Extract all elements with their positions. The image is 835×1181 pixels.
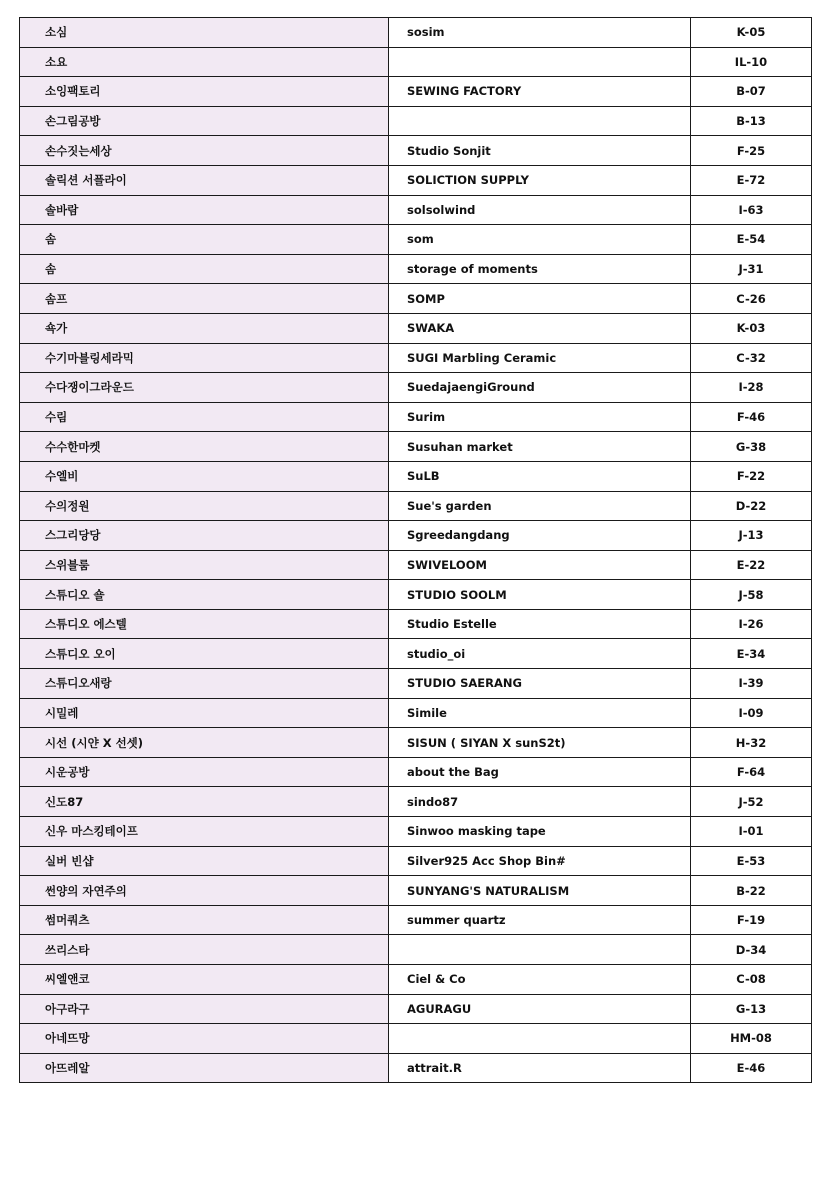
booth-code-cell: D-22 [691, 491, 812, 521]
table-row [20, 876, 812, 906]
english-name-cell: SuedajaengiGround [389, 373, 691, 403]
booth-code-cell: K-03 [691, 313, 812, 343]
booth-code-cell: I-26 [691, 609, 812, 639]
table-row [20, 432, 812, 462]
english-name-cell [389, 1024, 691, 1054]
booth-code-cell: F-64 [691, 757, 812, 787]
booth-code-cell: I-39 [691, 669, 812, 699]
booth-code-cell: HM-08 [691, 1024, 812, 1054]
korean-name-cell: 시선 (시얀 X 선셋) [20, 728, 389, 758]
korean-name-cell: 소요 [20, 47, 389, 77]
booth-code-cell: C-32 [691, 343, 812, 373]
english-name-cell: solsolwind [389, 195, 691, 225]
booth-code-cell: J-52 [691, 787, 812, 817]
booth-code-cell: E-34 [691, 639, 812, 669]
booth-code-cell: J-31 [691, 254, 812, 284]
english-name-cell: Surim [389, 402, 691, 432]
english-name-cell: SWAKA [389, 313, 691, 343]
booth-code-cell: E-53 [691, 846, 812, 876]
table-row [20, 343, 812, 373]
korean-name-cell: 손그림공방 [20, 106, 389, 136]
korean-name-cell: 솜 [20, 254, 389, 284]
english-name-cell: Sinwoo masking tape [389, 817, 691, 847]
english-name-cell [389, 106, 691, 136]
table-row [20, 521, 812, 551]
booth-code-cell: C-08 [691, 965, 812, 995]
table-row [20, 669, 812, 699]
table-row [20, 580, 812, 610]
korean-name-cell: 쇽가 [20, 313, 389, 343]
english-name-cell: studio_oi [389, 639, 691, 669]
english-name-cell: Studio Sonjit [389, 136, 691, 166]
table-row [20, 225, 812, 255]
booth-code-cell: I-28 [691, 373, 812, 403]
english-name-cell: SUGI Marbling Ceramic [389, 343, 691, 373]
english-name-cell: sosim [389, 18, 691, 48]
korean-name-cell: 아네뜨망 [20, 1024, 389, 1054]
english-name-cell: sindo87 [389, 787, 691, 817]
table-row [20, 284, 812, 314]
korean-name-cell: 시밀레 [20, 698, 389, 728]
booth-code-cell: B-07 [691, 77, 812, 107]
korean-name-cell: 수림 [20, 402, 389, 432]
korean-name-cell: 스튜디오 숄 [20, 580, 389, 610]
english-name-cell: som [389, 225, 691, 255]
english-name-cell: SuLB [389, 461, 691, 491]
booth-code-cell: F-22 [691, 461, 812, 491]
table-row [20, 136, 812, 166]
korean-name-cell: 수기마블링세라믹 [20, 343, 389, 373]
english-name-cell: Susuhan market [389, 432, 691, 462]
korean-name-cell: 솔릭션 서플라이 [20, 165, 389, 195]
booth-code-cell: H-32 [691, 728, 812, 758]
table-row [20, 254, 812, 284]
booth-code-cell: IL-10 [691, 47, 812, 77]
booth-code-cell: E-72 [691, 165, 812, 195]
english-name-cell: STUDIO SOOLM [389, 580, 691, 610]
table-row [20, 47, 812, 77]
table-row [20, 698, 812, 728]
korean-name-cell: 수엘비 [20, 461, 389, 491]
korean-name-cell: 솔바람 [20, 195, 389, 225]
table-row [20, 165, 812, 195]
english-name-cell: SOLICTION SUPPLY [389, 165, 691, 195]
table-row [20, 402, 812, 432]
table-row [20, 728, 812, 758]
table-row [20, 817, 812, 847]
table-row [20, 994, 812, 1024]
korean-name-cell: 스그리당당 [20, 521, 389, 551]
table-row [20, 609, 812, 639]
table-row [20, 461, 812, 491]
booth-code-cell: I-09 [691, 698, 812, 728]
booth-code-cell: G-13 [691, 994, 812, 1024]
korean-name-cell: 썬양의 자연주의 [20, 876, 389, 906]
booth-code-cell: E-54 [691, 225, 812, 255]
english-name-cell: SISUN ( SIYAN X sunS2t) [389, 728, 691, 758]
english-name-cell: Studio Estelle [389, 609, 691, 639]
table-row [20, 757, 812, 787]
table-row [20, 639, 812, 669]
booth-code-cell: F-19 [691, 905, 812, 935]
english-name-cell: Ciel & Co [389, 965, 691, 995]
booth-code-cell: C-26 [691, 284, 812, 314]
booth-code-cell: J-58 [691, 580, 812, 610]
korean-name-cell: 시운공방 [20, 757, 389, 787]
english-name-cell: summer quartz [389, 905, 691, 935]
english-name-cell [389, 935, 691, 965]
korean-name-cell: 신우 마스킹테이프 [20, 817, 389, 847]
table-row [20, 491, 812, 521]
table-row [20, 18, 812, 48]
english-name-cell: SWIVELOOM [389, 550, 691, 580]
booth-code-cell: G-38 [691, 432, 812, 462]
booth-table-body [20, 18, 812, 1083]
table-row [20, 1053, 812, 1083]
booth-code-cell: E-46 [691, 1053, 812, 1083]
korean-name-cell: 소잉팩토리 [20, 77, 389, 107]
table-row [20, 905, 812, 935]
english-name-cell: Silver925 Acc Shop Bin# [389, 846, 691, 876]
english-name-cell: Sgreedangdang [389, 521, 691, 551]
table-row [20, 1024, 812, 1054]
booth-code-cell: F-25 [691, 136, 812, 166]
booth-code-cell: B-13 [691, 106, 812, 136]
english-name-cell: storage of moments [389, 254, 691, 284]
korean-name-cell: 신도87 [20, 787, 389, 817]
booth-table [19, 17, 812, 1083]
booth-code-cell: I-63 [691, 195, 812, 225]
korean-name-cell: 스위블룸 [20, 550, 389, 580]
english-name-cell: SEWING FACTORY [389, 77, 691, 107]
booth-code-cell: D-34 [691, 935, 812, 965]
booth-code-cell: E-22 [691, 550, 812, 580]
korean-name-cell: 수수한마켓 [20, 432, 389, 462]
korean-name-cell: 실버 빈샵 [20, 846, 389, 876]
table-row [20, 846, 812, 876]
english-name-cell: Sue's garden [389, 491, 691, 521]
korean-name-cell: 스튜디오새랑 [20, 669, 389, 699]
korean-name-cell: 스튜디오 오이 [20, 639, 389, 669]
table-row [20, 550, 812, 580]
english-name-cell [389, 47, 691, 77]
english-name-cell: attrait.R [389, 1053, 691, 1083]
korean-name-cell: 손수짓는세상 [20, 136, 389, 166]
korean-name-cell: 솜 [20, 225, 389, 255]
booth-code-cell: J-13 [691, 521, 812, 551]
table-row [20, 935, 812, 965]
booth-code-cell: F-46 [691, 402, 812, 432]
korean-name-cell: 수다쟁이그라운드 [20, 373, 389, 403]
booth-code-cell: B-22 [691, 876, 812, 906]
table-row [20, 373, 812, 403]
korean-name-cell: 수의정원 [20, 491, 389, 521]
english-name-cell: Simile [389, 698, 691, 728]
english-name-cell: STUDIO SAERANG [389, 669, 691, 699]
table-row [20, 195, 812, 225]
table-row [20, 77, 812, 107]
korean-name-cell: 아뜨레알 [20, 1053, 389, 1083]
table-row [20, 965, 812, 995]
table-row [20, 106, 812, 136]
korean-name-cell: 썸머쿼츠 [20, 905, 389, 935]
booth-code-cell: K-05 [691, 18, 812, 48]
english-name-cell: AGURAGU [389, 994, 691, 1024]
korean-name-cell: 아구라구 [20, 994, 389, 1024]
table-row [20, 313, 812, 343]
korean-name-cell: 씨엘앤코 [20, 965, 389, 995]
booth-code-cell: I-01 [691, 817, 812, 847]
table-row [20, 787, 812, 817]
booth-list-sheet [19, 17, 811, 1083]
korean-name-cell: 솜프 [20, 284, 389, 314]
korean-name-cell: 소심 [20, 18, 389, 48]
korean-name-cell: 쓰리스타 [20, 935, 389, 965]
english-name-cell: SOMP [389, 284, 691, 314]
english-name-cell: SUNYANG'S NATURALISM [389, 876, 691, 906]
korean-name-cell: 스튜디오 에스텔 [20, 609, 389, 639]
english-name-cell: about the Bag [389, 757, 691, 787]
